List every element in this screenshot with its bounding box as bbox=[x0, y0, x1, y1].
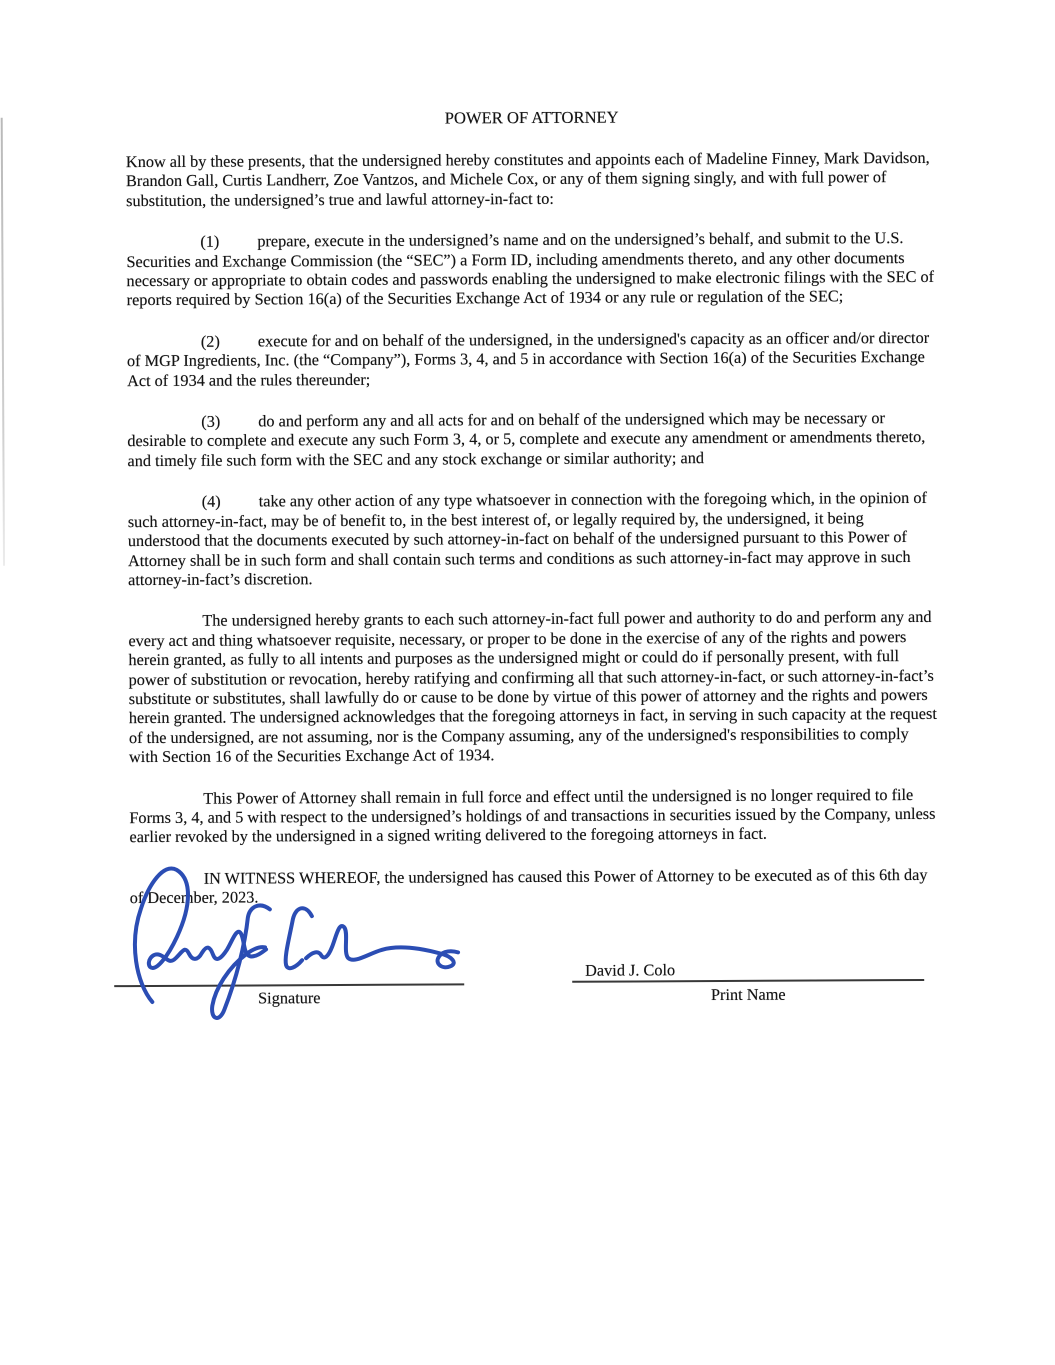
print-name-label: Print Name bbox=[710, 984, 786, 1005]
page-title: POWER OF ATTORNEY bbox=[444, 107, 619, 128]
clause-1 bbox=[126, 228, 938, 310]
clause-3 bbox=[127, 408, 939, 470]
signature-label: Signature bbox=[258, 988, 321, 1008]
duration-paragraph: This Power of Attorney shall remain in full force and effect until the undersigned is no longer required to file Forms 3, 4, and 5 with respect to the undersigned’s holdings of and transactions in securities issued by the Company, unless earlier revoked by the undersigned in a signed writing delivered to the foregoing attorneys in fact. bbox=[129, 784, 936, 847]
clause-4 bbox=[128, 488, 940, 589]
clause-4-number: (4) bbox=[201, 491, 221, 511]
signature-line bbox=[114, 983, 464, 987]
clause-3-number: (3) bbox=[201, 411, 221, 431]
print-name-value: David J. Colo bbox=[585, 960, 676, 980]
intro-paragraph: Know all by these presents, that the undersigned hereby constitutes and appoints each of Madeline Finney, Mark Davidson, Brandon Gall, Curtis Landherr, Zoe Vantzos, and Michele Cox, or any of them signing singly, and with full power of substitution, the undersigned’s true and lawful attorney-in-fact to: bbox=[125, 147, 930, 210]
clause-2 bbox=[127, 328, 939, 390]
grant-paragraph: The undersigned hereby grants to each such attorney-in-fact full power and authority to do and perform any and every act and thing whatsoever requisite, necessary, or proper to be done in the exercise of any of the rights and powers herein granted, as fully to all intents and purposes as the undersigned might or could do if personally present, with full power of substitution or revocation, hereby ratifying and confirming all that such attorney-in-fact, or such attorney-in-fact’s substitute or substitutes, shall lawfully do or cause to be done by virtue of this power of attorney and the rights and powers herein granted. The undersigned acknowledges that the foregoing attorneys in fact, in serving in such capacity at the request of the undersigned, are not assuming, nor is the Company assuming, any of the undersigned's responsibilities to comply with Section 16 of the Securities Exchange Act of 1934. bbox=[128, 607, 937, 767]
clause-3-text: do and perform any and all acts for and on behalf of the undersigned which may be necessary or desirable to complete and execute any such Form 3, 4, or 5, complete and execute any amendment or amendments thereto, and timely file such form with the SEC and any stock exchange or similar authority; and bbox=[127, 408, 926, 470]
print-name-line bbox=[572, 979, 924, 983]
clause-1-text: prepare, execute in the undersigned’s name and on the undersigned’s behalf, and submit to the U.S. Securities and Exchange Commission (the “SEC”) a Form ID, including amendments thereto, and any other documents necessary or appropriate to obtain codes and passwords enabling the undersigned to make electronic filings with the SEC of reports required by Section 16(a) of the Securities Exchange Act of 1934 or any rule or regulation of the SEC; bbox=[126, 228, 935, 310]
clause-1-number: (1) bbox=[200, 231, 220, 251]
scan-edge-artifact bbox=[1, 118, 5, 566]
clause-4-text: take any other action of any type whatsoever in connection with the foregoing which, in the opinion of such attorney-in-fact, may be of benefit to, in the best interest of, or legally required by, the undersigned, it being understood that the documents executed by such attorney-in-fact on behalf of the undersigned pursuant to this Power of Attorney shall be in such form and shall contain such terms and conditions as such attorney-in-fact may approve in such attorney-in-fact’s discretion. bbox=[127, 488, 927, 590]
clause-2-number: (2) bbox=[200, 331, 220, 351]
clause-2-text: execute for and on behalf of the undersigned, in the undersigned's capacity as an officer and/or director of MGP Ingredients, Inc. (the “Company”), Forms 3, 4, and 5 in accordance with Section 16(a) of the Securities Exchange Act of 1934 and the rules thereunder; bbox=[126, 327, 930, 390]
witness-paragraph: IN WITNESS WHEREOF, the undersigned has caused this Power of Attorney to be executed as of this 6th day of December, 2023. bbox=[129, 864, 928, 908]
document-body bbox=[126, 106, 942, 930]
